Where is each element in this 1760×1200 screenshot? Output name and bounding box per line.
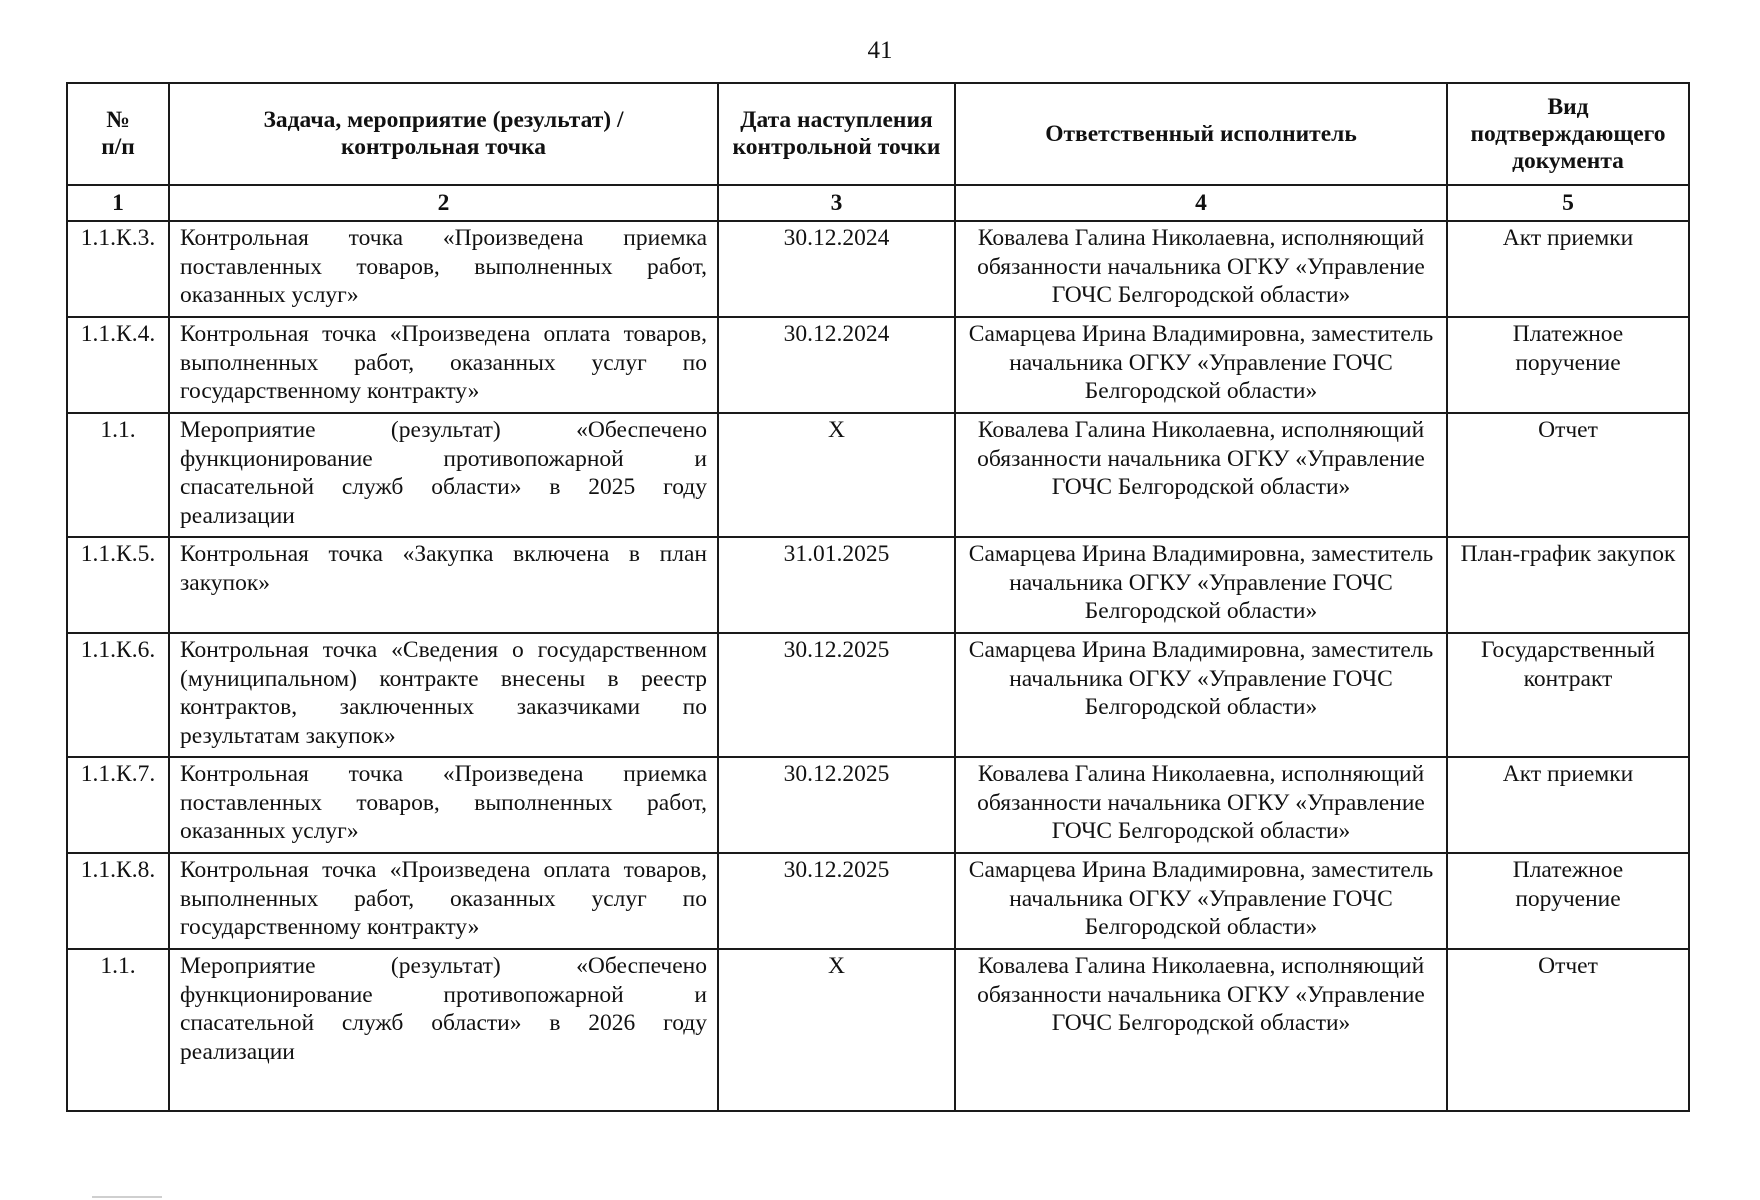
- header-task: [169, 83, 718, 185]
- header-number-line-2: п/п: [101, 134, 135, 160]
- row-responsible: Ковалева Галина Николаевна, исполняющий обязанности начальника ОГКУ «Управление ГОЧС Белгородской области»: [955, 221, 1447, 317]
- header-responsible: [955, 83, 1447, 185]
- table-row: [67, 757, 1689, 853]
- row-date: Х: [718, 413, 955, 537]
- row-date: 30.12.2025: [718, 757, 955, 853]
- row-document-type: Государственный контракт: [1447, 633, 1689, 757]
- row-document-type: Акт приемки: [1447, 221, 1689, 317]
- row-responsible: Ковалева Галина Николаевна, исполняющий обязанности начальника ОГКУ «Управление ГОЧС Белгородской области»: [955, 757, 1447, 853]
- row-responsible: Самарцева Ирина Владимировна, заместитель начальника ОГКУ «Управление ГОЧС Белгородской области»: [955, 853, 1447, 949]
- header-date-line-2: контрольной точки: [732, 134, 941, 160]
- column-number: 1: [67, 185, 169, 221]
- row-task: Контрольная точка «Произведена приемка поставленных товаров, выполненных работ, оказанных услуг»: [169, 221, 718, 317]
- row-document-type: План-график закупок: [1447, 537, 1689, 633]
- row-responsible: Самарцева Ирина Владимировна, заместитель начальника ОГКУ «Управление ГОЧС Белгородской области»: [955, 537, 1447, 633]
- column-number: 4: [955, 185, 1447, 221]
- row-document-type: Отчет: [1447, 413, 1689, 537]
- page-number: 41: [867, 37, 893, 64]
- row-number: 1.1.: [67, 949, 169, 1111]
- column-number: 2: [169, 185, 718, 221]
- row-task: Контрольная точка «Сведения о государственном (муниципальном) контракте внесены в реестр контрактов, заключенных заказчиками по результатам закупок»: [169, 633, 718, 757]
- table-row: [67, 537, 1689, 633]
- row-number: 1.1.: [67, 413, 169, 537]
- row-task: Контрольная точка «Произведена приемка поставленных товаров, выполненных работ, оказанных услуг»: [169, 757, 718, 853]
- header-date: [718, 83, 955, 185]
- row-responsible: Самарцева Ирина Владимировна, заместитель начальника ОГКУ «Управление ГОЧС Белгородской области»: [955, 633, 1447, 757]
- header-document-line-1: Вид: [1547, 93, 1589, 120]
- row-number: 1.1.К.4.: [67, 317, 169, 413]
- row-number: 1.1.К.7.: [67, 757, 169, 853]
- column-numbers-row: [67, 185, 1689, 221]
- row-date: 30.12.2025: [718, 633, 955, 757]
- header-document-line-2: подтверждающего: [1470, 120, 1666, 147]
- row-document-type: Платежное поручение: [1447, 317, 1689, 413]
- row-number: 1.1.К.6.: [67, 633, 169, 757]
- table-row: [67, 853, 1689, 949]
- table-row: [67, 317, 1689, 413]
- control-points-table: [66, 82, 1690, 1112]
- row-date: 30.12.2025: [718, 853, 955, 949]
- row-responsible: Ковалева Галина Николаевна, исполняющий обязанности начальника ОГКУ «Управление ГОЧС Белгородской области»: [955, 413, 1447, 537]
- row-task: Контрольная точка «Произведена оплата товаров, выполненных работ, оказанных услуг по государственному контракту»: [169, 317, 718, 413]
- row-document-type: Платежное поручение: [1447, 853, 1689, 949]
- row-date: Х: [718, 949, 955, 1111]
- row-responsible: Ковалева Галина Николаевна, исполняющий обязанности начальника ОГКУ «Управление ГОЧС Белгородской области»: [955, 949, 1447, 1111]
- row-document-type: Акт приемки: [1447, 757, 1689, 853]
- row-task: Контрольная точка «Произведена оплата товаров, выполненных работ, оказанных услуг по государственному контракту»: [169, 853, 718, 949]
- table-row: [67, 221, 1689, 317]
- row-document-type: Отчет: [1447, 949, 1689, 1111]
- row-number: 1.1.К.8.: [67, 853, 169, 949]
- footer-divider: [92, 1196, 162, 1198]
- header-document: [1447, 83, 1689, 185]
- table-header-row: [67, 83, 1689, 185]
- table-row: [67, 633, 1689, 757]
- table-row: [67, 413, 1689, 537]
- row-date: 30.12.2024: [718, 317, 955, 413]
- column-number: 3: [718, 185, 955, 221]
- header-number-line-1: №: [106, 107, 130, 133]
- header-document-line-3: документа: [1512, 147, 1624, 174]
- row-date: 31.01.2025: [718, 537, 955, 633]
- row-date: 30.12.2024: [718, 221, 955, 317]
- row-responsible: Самарцева Ирина Владимировна, заместитель начальника ОГКУ «Управление ГОЧС Белгородской области»: [955, 317, 1447, 413]
- table-row: [67, 949, 1689, 1111]
- row-task: Контрольная точка «Закупка включена в план закупок»: [169, 537, 718, 633]
- header-number: [67, 83, 169, 185]
- row-task: Мероприятие (результат) «Обеспечено функционирование противопожарной и спасательной служб области» в 2025 году реализации: [169, 413, 718, 537]
- column-number: 5: [1447, 185, 1689, 221]
- row-task: Мероприятие (результат) «Обеспечено функционирование противопожарной и спасательной служб области» в 2026 году реализации: [169, 949, 718, 1111]
- header-responsible-text: Ответственный исполнитель: [1045, 120, 1357, 147]
- row-number: 1.1.К.3.: [67, 221, 169, 317]
- header-date-line-1: Дата наступления: [740, 107, 933, 133]
- header-task-line-1: Задача, мероприятие (результат) /: [263, 107, 624, 133]
- row-number: 1.1.К.5.: [67, 537, 169, 633]
- header-task-line-2: контрольная точка: [341, 134, 546, 160]
